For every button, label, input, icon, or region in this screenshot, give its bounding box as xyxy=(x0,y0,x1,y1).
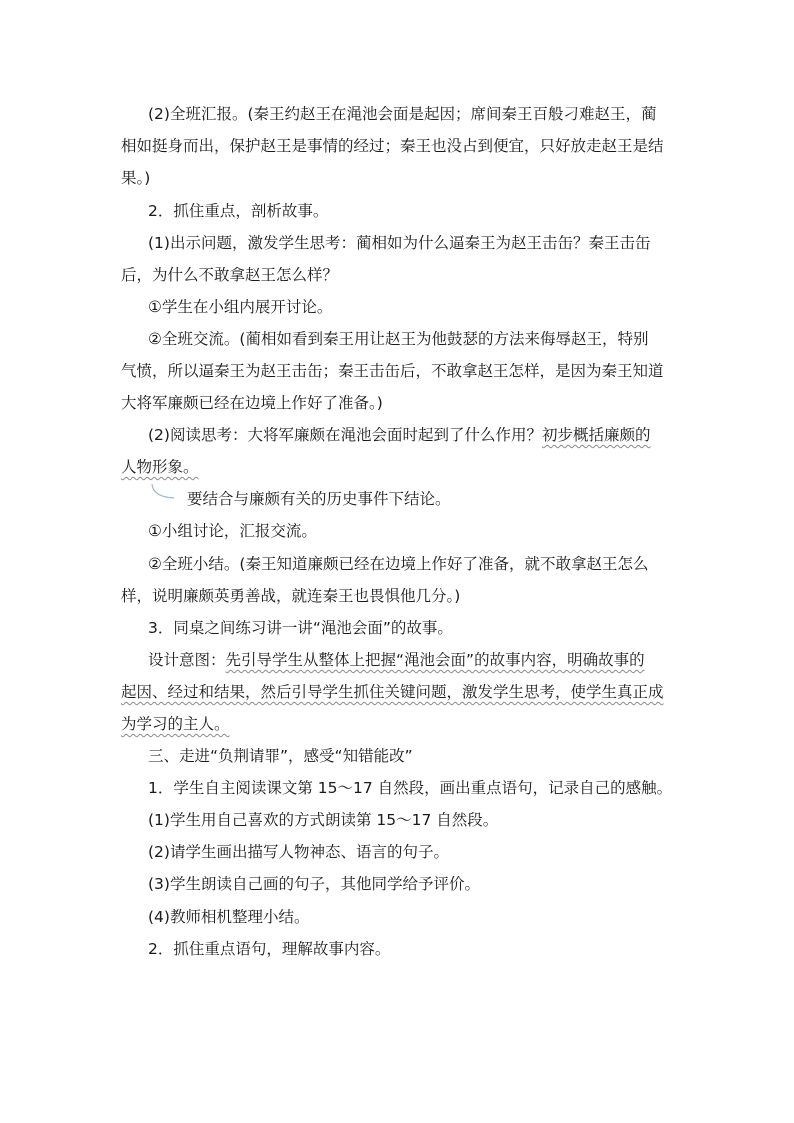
section-three-sub-2: (2)请学生画出描写人物神态、语言的句子。 xyxy=(148,843,449,861)
design-intent-text-2: 起因、经过和结果，然后引导学生抓住关键问题，激发学生思考，使学生真正成 xyxy=(121,683,664,701)
section-three-point-2: 2．抓住重点语句，理解故事内容。 xyxy=(148,940,391,958)
exchange-line-3: 大将军廉颇已经在边境上作好了准备。) xyxy=(121,394,383,412)
question-2-line-2 xyxy=(121,456,681,478)
report-line-2: 相如挺身而出，保护赵王是事情的经过；秦王也没占到便宜，只好放走赵王是结 xyxy=(121,137,664,155)
section-three-sub-4: (4)教师相机整理小结。 xyxy=(148,908,310,926)
summary-line-2: 样，说明廉颇英勇善战，就连秦王也畏惧他几分。) xyxy=(121,587,461,605)
exchange-line-1: ②全班交流。(蔺相如看到秦王用让赵王为他鼓瑟的方法来侮辱赵王，特别 xyxy=(148,330,649,348)
question-2-marked-text: 初步概括廉颇的 xyxy=(541,426,651,444)
question-1-line-2: 后，为什么不敢拿赵王怎么样？ xyxy=(121,266,339,284)
section-three-sub-1: (1)学生用自己喜欢的方式朗读第 15～17 自然段。 xyxy=(148,811,499,829)
design-intent-text-1: 先引导学生从整体上把握“渑池会面”的故事内容，明确故事的 xyxy=(225,651,645,669)
summary-line-1: ②全班小结。(秦王知道廉颇已经在边境上作好了准备，就不敢拿赵王怎么 xyxy=(148,555,649,573)
design-intent-line-3 xyxy=(121,713,681,735)
design-intent-line-1 xyxy=(148,649,681,671)
question-2-marked-continuation: 人物形象。 xyxy=(121,458,199,476)
report-line-3: 果。) xyxy=(121,169,151,187)
section-three-heading: 三、走进“负荆请罪”，感受“知错能改” xyxy=(148,747,413,765)
section-three-point-1: 1．学生自主阅读课文第 15～17 自然段，画出重点语句，记录自己的感触。 xyxy=(148,779,673,797)
annotation-bracket-icon xyxy=(150,481,182,503)
design-intent-line-2 xyxy=(121,681,681,703)
question-2-line-1 xyxy=(148,424,681,446)
point-2-heading: 2．抓住重点，剖析故事。 xyxy=(148,202,329,220)
margin-note: 要结合与廉颇有关的历史事件下结论。 xyxy=(187,490,451,508)
section-three-sub-3: (3)学生朗读自己画的句子，其他同学给予评价。 xyxy=(148,875,480,893)
report-line-1: (2)全班汇报。(秦王约赵王在渑池会面是起因；席间秦王百般刁难赵王，蔺 xyxy=(148,105,657,123)
point-3: 3．同桌之间练习讲一讲“渑池会面”的故事。 xyxy=(148,619,453,637)
discuss-item: ①学生在小组内展开讨论。 xyxy=(148,298,333,316)
question-1-line-1: (1)出示问题，激发学生思考：蔺相如为什么逼秦王为赵王击缶？秦王击缶 xyxy=(148,234,651,252)
exchange-line-2: 气愤，所以逼秦王为赵王击缶；秦王击缶后，不敢拿赵王怎样，是因为秦王知道 xyxy=(121,362,664,380)
design-intent-label: 设计意图： xyxy=(148,651,226,669)
question-2-text: (2)阅读思考：大将军廉颇在渑池会面时起到了什么作用？ xyxy=(148,426,542,444)
group-discuss-item: ①小组讨论，汇报交流。 xyxy=(148,522,317,540)
design-intent-text-3: 为学习的主人。 xyxy=(121,715,230,733)
